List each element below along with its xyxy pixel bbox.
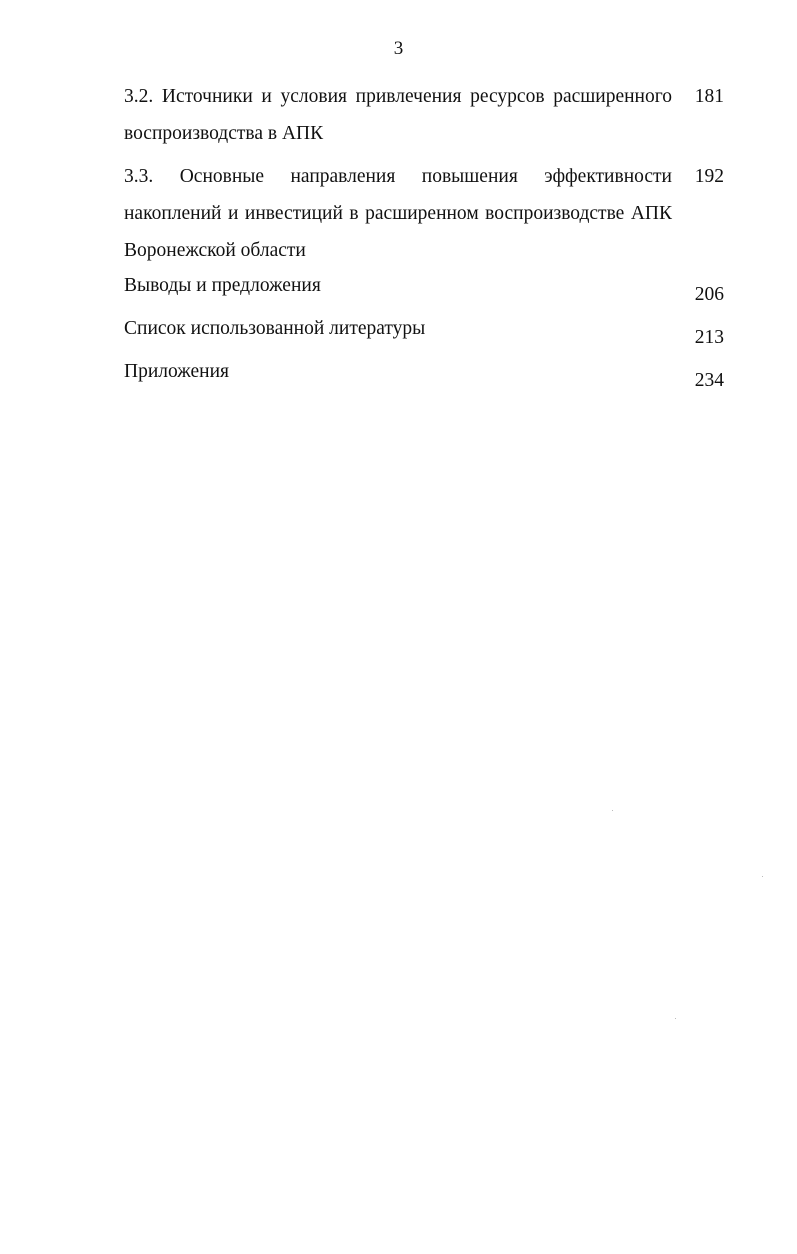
toc-entry-3-3[interactable]: [124, 158, 724, 269]
toc-entry-page: 206: [694, 284, 724, 305]
toc-entry-title: Выводы и предложения: [124, 275, 321, 296]
toc-entry-appendices[interactable]: [124, 355, 724, 398]
toc-entry-references[interactable]: [124, 312, 724, 355]
toc-entry-page: 192: [694, 166, 724, 187]
toc-entry-page: 234: [694, 370, 724, 391]
scan-speck: [675, 1018, 676, 1019]
toc-entry-page: 181: [694, 86, 724, 107]
toc-entry-title: 3.2. Источники и условия привлечения ресурсов расширенного воспроизводства в АПК: [124, 86, 672, 144]
toc-entry-3-2[interactable]: [124, 78, 724, 152]
toc-entry-title: Список использованной литературы: [124, 318, 426, 339]
toc-entry-conclusions[interactable]: [124, 269, 724, 312]
page-number: 3: [393, 38, 404, 59]
toc-entry-title: Приложения: [124, 361, 229, 382]
scan-speck: [762, 876, 763, 877]
toc-entry-page: 213: [694, 327, 724, 348]
table-of-contents: [124, 78, 724, 398]
toc-entry-title: 3.3. Основные направления повышения эффективности накоплений и инвестиций в расширенном воспроизводстве АПК Воронежской области: [124, 166, 672, 261]
scan-speck: [612, 810, 613, 811]
